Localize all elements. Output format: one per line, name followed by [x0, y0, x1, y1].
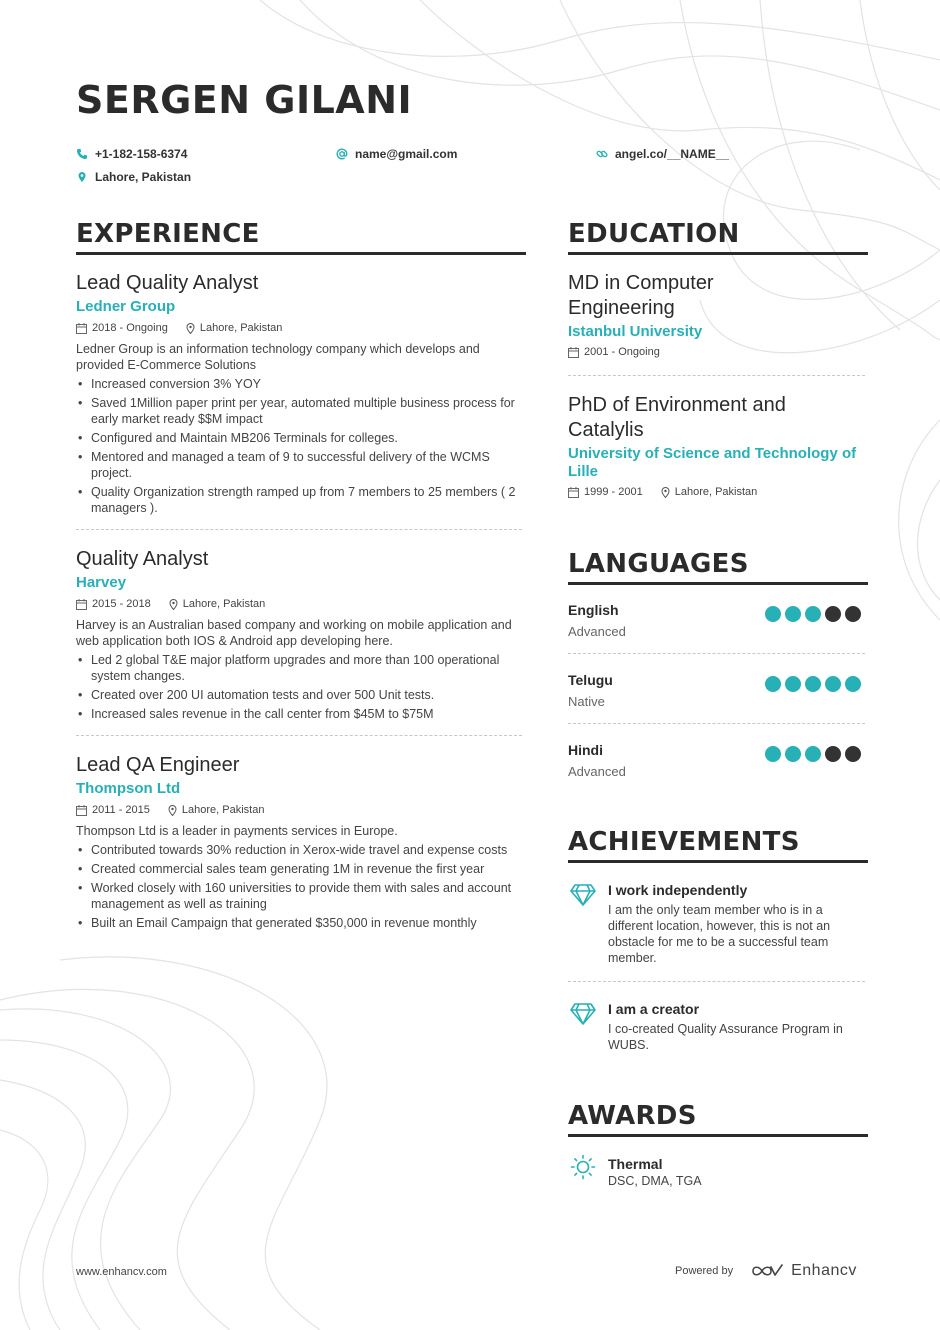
experience-rule [76, 252, 526, 255]
language-item [568, 602, 865, 639]
rating-dot-filled [785, 606, 801, 622]
job-entry [76, 546, 526, 722]
job-description: Ledner Group is an information technology company which develops and provided E-Commerce Solutions [76, 342, 480, 372]
language-rating [761, 676, 861, 692]
sun-icon [570, 1154, 596, 1180]
languages-rule [568, 582, 868, 585]
education-heading: EDUCATION [568, 219, 740, 249]
language-name: English [568, 602, 619, 618]
job-location: Lahore, Pakistan [181, 804, 265, 816]
achievements-rule [568, 860, 868, 863]
at-icon [336, 148, 348, 160]
achievement-title: I am a creator [608, 1001, 700, 1017]
job-title: Lead Quality Analyst [76, 272, 259, 294]
footer-branding[interactable] [675, 1262, 857, 1280]
job-bullets [76, 652, 526, 722]
rating-dot-empty [825, 606, 841, 622]
job-description: Thompson Ltd is a leader in payments services in Europe. [76, 824, 398, 838]
achievement-item [568, 1001, 865, 1053]
job-dates: 2018 - Ongoing [92, 322, 168, 334]
language-level: Advanced [568, 764, 626, 779]
contact-phone[interactable] [76, 147, 187, 161]
calendar-icon [76, 599, 87, 610]
company-name[interactable]: Thompson Ltd [76, 780, 181, 797]
location-pin-icon [168, 805, 177, 816]
award-description: DSC, DMA, TGA [608, 1174, 702, 1188]
bullet-item: • Created over 200 UI automation tests and over 500 Unit tests. [76, 687, 526, 703]
location-pin-icon [661, 487, 670, 498]
job-entry [76, 752, 526, 931]
education-rule [568, 252, 868, 255]
calendar-icon [76, 805, 87, 816]
education-dates: 2001 - Ongoing [584, 346, 660, 358]
company-name[interactable]: Harvey [76, 574, 127, 591]
education-entry [568, 271, 868, 359]
profile-link: angel.co/__NAME__ [615, 147, 730, 161]
bullet-item: • Created commercial sales team generating 1M in revenue the first year [76, 861, 526, 877]
diamond-icon [570, 884, 596, 906]
school-name[interactable]: Istanbul University [568, 323, 703, 340]
bullet-item: • Led 2 global T&E major platform upgrades and more than 100 operational system changes. [76, 652, 526, 684]
job-meta [76, 803, 526, 817]
award-title: Thermal [608, 1156, 663, 1172]
rating-dot-filled [785, 746, 801, 762]
footer-website[interactable]: www.enhancv.com [76, 1266, 167, 1278]
languages-heading: LANGUAGES [568, 549, 749, 579]
divider [568, 375, 865, 376]
language-rating [761, 746, 861, 762]
language-item [568, 672, 865, 709]
job-title: Quality Analyst [76, 548, 209, 570]
location-text: Lahore, Pakistan [95, 170, 192, 184]
bullet-item: • Built an Email Campaign that generated $350,000 in revenue monthly [76, 915, 526, 931]
awards-heading: AWARDS [568, 1101, 697, 1131]
education-entry [568, 393, 868, 499]
job-location: Lahore, Pakistan [182, 598, 266, 610]
bullet-item: • Configured and Maintain MB206 Terminals for colleges. [76, 430, 526, 446]
divider [568, 653, 865, 654]
rating-dot-empty [825, 746, 841, 762]
calendar-icon [568, 487, 579, 498]
job-bullets [76, 842, 526, 931]
rating-dot-filled [765, 746, 781, 762]
language-rating [761, 606, 861, 622]
divider [76, 735, 522, 736]
phone-number: +1-182-158-6374 [95, 147, 188, 161]
candidate-name: SERGEN GILANI [76, 78, 413, 122]
company-name[interactable]: Ledner Group [76, 298, 176, 315]
degree-title: PhD of Environment and Catalylis [568, 394, 786, 441]
location-pin-icon [76, 171, 88, 183]
rating-dot-filled [845, 676, 861, 692]
bullet-item: • Increased conversion 3% YOY [76, 376, 526, 392]
bullet-item: • Increased sales revenue in the call center from $45M to $75M [76, 706, 526, 722]
job-dates: 2011 - 2015 [92, 804, 150, 816]
education-meta [568, 485, 868, 499]
experience-heading: EXPERIENCE [76, 219, 260, 249]
language-name: Hindi [568, 742, 603, 758]
contact-location [76, 170, 191, 184]
divider [568, 723, 865, 724]
achievement-item [568, 882, 865, 966]
contact-link[interactable] [596, 147, 729, 161]
job-entry [76, 270, 526, 516]
award-item [568, 1156, 865, 1189]
location-pin-icon [169, 599, 178, 610]
email-address: name@gmail.com [355, 147, 458, 161]
rating-dot-filled [765, 676, 781, 692]
phone-icon [76, 148, 88, 160]
rating-dot-filled [825, 676, 841, 692]
job-location: Lahore, Pakistan [199, 322, 283, 334]
experience-list [76, 270, 526, 931]
rating-dot-filled [805, 746, 821, 762]
enhancv-logo-icon [751, 1263, 785, 1279]
degree-title: MD in Computer Engineering [568, 272, 714, 319]
education-location: Lahore, Pakistan [674, 486, 758, 498]
job-meta [76, 321, 526, 335]
contact-email[interactable] [336, 147, 457, 161]
job-dates: 2015 - 2018 [92, 598, 151, 610]
language-level: Native [568, 694, 605, 709]
achievement-description: I co-created Quality Assurance Program in WUBS. [608, 1022, 843, 1052]
location-pin-icon [186, 323, 195, 334]
achievements-heading: ACHIEVEMENTS [568, 827, 800, 857]
bullet-item: • Worked closely with 160 universities to provide them with sales and account management as well as training [76, 880, 526, 912]
language-level: Advanced [568, 624, 626, 639]
language-item [568, 742, 865, 779]
rating-dot-filled [805, 676, 821, 692]
rating-dot-empty [845, 746, 861, 762]
job-bullets [76, 376, 526, 516]
rating-dot-filled [765, 606, 781, 622]
bullet-item: • Saved 1Million paper print per year, automated multiple business process for early market ready $$M impact [76, 395, 526, 427]
rating-dot-filled [785, 676, 801, 692]
link-icon [596, 148, 608, 160]
powered-by-label: Powered by [675, 1265, 734, 1277]
achievement-description: I am the only team member who is in a different location, however, this is not an obstacle for me to be a successful team member. [608, 903, 831, 965]
divider [76, 529, 522, 530]
job-title: Lead QA Engineer [76, 754, 240, 776]
job-meta [76, 597, 526, 611]
awards-rule [568, 1134, 868, 1137]
achievement-title: I work independently [608, 882, 748, 898]
bullet-item: • Mentored and managed a team of 9 to successful delivery of the WCMS project. [76, 449, 526, 481]
education-dates: 1999 - 2001 [584, 486, 643, 498]
bullet-item: • Quality Organization strength ramped up from 7 members to 25 members ( 2 managers ). [76, 484, 526, 516]
bullet-item: • Contributed towards 30% reduction in Xerox-wide travel and expense costs [76, 842, 526, 858]
calendar-icon [76, 323, 87, 334]
language-name: Telugu [568, 672, 613, 688]
rating-dot-empty [845, 606, 861, 622]
school-name[interactable]: University of Science and Technology of Lille [568, 445, 857, 480]
calendar-icon [568, 347, 579, 358]
education-meta [568, 345, 868, 359]
divider [568, 981, 865, 982]
diamond-icon [570, 1003, 596, 1025]
brand-name: Enhancv [791, 1262, 857, 1279]
rating-dot-filled [805, 606, 821, 622]
job-description: Harvey is an Australian based company and working on mobile application and web application both IOS & Android app developing here. [76, 618, 512, 648]
